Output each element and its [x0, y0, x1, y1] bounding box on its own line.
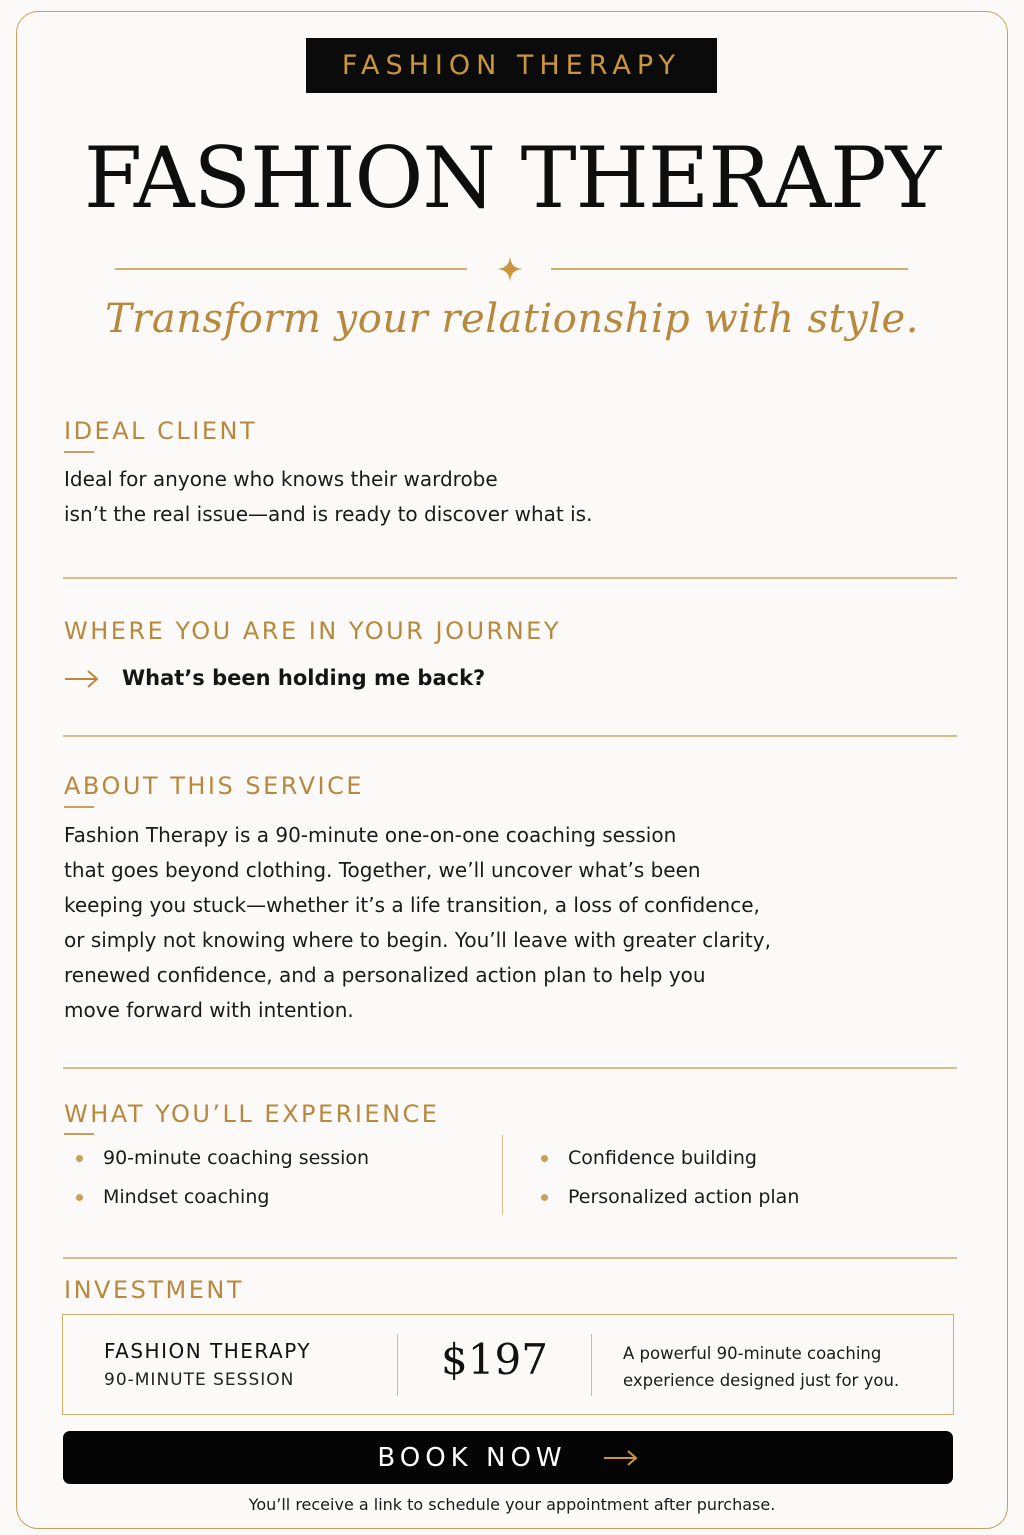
section-divider	[63, 577, 957, 579]
text-line: Ideal for anyone who knows their wardrobe	[64, 467, 498, 491]
bullet-icon	[76, 1194, 83, 1201]
list-item	[76, 1147, 369, 1169]
list-item	[76, 1186, 269, 1208]
book-now-button[interactable]	[63, 1431, 953, 1484]
bullet-icon	[541, 1155, 548, 1162]
list-item-label: Personalized action plan	[568, 1186, 800, 1208]
list-item	[541, 1186, 799, 1208]
price: $197	[441, 1335, 548, 1384]
ornament-line-right	[551, 268, 908, 270]
page-title: FASHION THERAPY	[83, 129, 941, 227]
footnote: You’ll receive a link to schedule your appointment after purchase.	[248, 1495, 776, 1514]
list-item	[541, 1147, 757, 1169]
list-item-label: Confidence building	[568, 1147, 757, 1169]
bullet-icon	[76, 1155, 83, 1162]
journey-heading: WHERE YOU ARE IN YOUR JOURNEY	[64, 617, 561, 645]
ornament-line-left	[115, 268, 467, 270]
text-line: move forward with intention.	[64, 998, 354, 1022]
text-line: keeping you stuck—whether it’s a life transition, a loss of confidence,	[64, 893, 760, 917]
investment-separator	[591, 1334, 592, 1396]
service-name: FASHION THERAPY	[104, 1339, 312, 1363]
arrow-right-icon	[64, 667, 100, 691]
experience-heading: WHAT YOU’LL EXPERIENCE	[64, 1100, 440, 1128]
journey-stage: What’s been holding me back?	[122, 666, 486, 690]
top-badge-label: FASHION THERAPY	[341, 50, 682, 81]
heading-underline	[64, 451, 94, 453]
list-item-label: Mindset coaching	[103, 1186, 270, 1208]
text-line: Fashion Therapy is a 90-minute one-on-one coaching session	[64, 823, 677, 847]
text-line: or simply not knowing where to begin. You’ll leave with greater clarity,	[64, 928, 771, 952]
service-duration: 90-MINUTE SESSION	[104, 1370, 295, 1390]
section-divider	[63, 1257, 957, 1259]
heading-underline	[64, 806, 94, 808]
section-divider	[63, 735, 957, 737]
sparkle-icon	[496, 255, 524, 283]
list-item-label: 90-minute coaching session	[103, 1147, 370, 1169]
text-line: experience designed just for you.	[623, 1371, 900, 1390]
ideal-client-heading: IDEAL CLIENT	[64, 417, 258, 445]
column-divider	[502, 1135, 503, 1215]
about-heading: ABOUT THIS SERVICE	[64, 772, 365, 800]
ideal-client-text	[64, 462, 592, 532]
bullet-icon	[541, 1194, 548, 1201]
investment-heading: INVESTMENT	[64, 1276, 244, 1304]
book-now-label: BOOK NOW	[377, 1442, 567, 1473]
heading-underline	[64, 1133, 94, 1135]
service-description	[623, 1340, 899, 1394]
text-line: that goes beyond clothing. Together, we’ll uncover what’s been	[64, 858, 701, 882]
top-badge	[306, 38, 717, 93]
tagline: Transform your relationship with style.	[105, 296, 919, 342]
section-divider	[63, 1067, 957, 1069]
about-text	[64, 818, 771, 1028]
text-line: A powerful 90-minute coaching	[623, 1344, 882, 1363]
text-line: isn’t the real issue—and is ready to discover what is.	[64, 502, 593, 526]
arrow-right-icon	[603, 1448, 639, 1468]
text-line: renewed confidence, and a personalized action plan to help you	[64, 963, 706, 987]
